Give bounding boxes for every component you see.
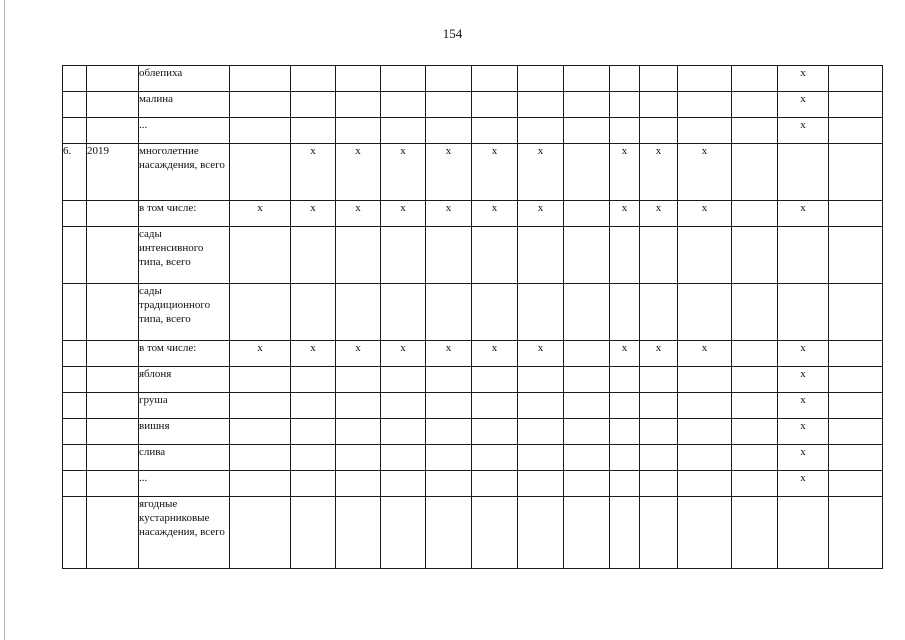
row-year-cell: [87, 201, 139, 227]
table-cell: [829, 144, 883, 201]
table-row: [63, 497, 883, 569]
table-cell: [564, 227, 610, 284]
table-cell: [640, 419, 678, 445]
table-cell: x: [291, 144, 336, 201]
table-cell: [610, 393, 640, 419]
row-number-cell: [63, 284, 87, 341]
table-cell: [518, 393, 564, 419]
table-cell: x: [778, 367, 829, 393]
row-name-cell: вишня: [139, 419, 230, 445]
table-cell: [732, 227, 778, 284]
table-cell: [230, 144, 291, 201]
table-row: [63, 341, 883, 367]
table-row: [63, 144, 883, 201]
table-cell: [381, 284, 426, 341]
table-cell: [640, 393, 678, 419]
table-cell: [472, 445, 518, 471]
table-row: [63, 227, 883, 284]
table-cell: [381, 92, 426, 118]
table-cell: [610, 284, 640, 341]
table-cell: [564, 471, 610, 497]
table-cell: [564, 393, 610, 419]
table-cell: x: [381, 201, 426, 227]
table-cell: [381, 118, 426, 144]
table-cell: [610, 66, 640, 92]
row-name-cell: многолетние насаждения, всего: [139, 144, 230, 201]
table-cell: [472, 393, 518, 419]
table-cell: [381, 393, 426, 419]
table-cell: [640, 118, 678, 144]
row-year-cell: [87, 393, 139, 419]
table-cell: [426, 367, 472, 393]
table-cell: [732, 118, 778, 144]
table-cell: x: [381, 144, 426, 201]
row-number-cell: [63, 227, 87, 284]
table-cell: [564, 92, 610, 118]
row-year-cell: [87, 118, 139, 144]
table-cell: x: [678, 144, 732, 201]
table-row: [63, 471, 883, 497]
table-cell: [336, 92, 381, 118]
table-cell: [518, 497, 564, 569]
row-name-cell: ягодные кустарниковые насаждения, всего: [139, 497, 230, 569]
table-cell: [829, 419, 883, 445]
row-name-cell: ...: [139, 118, 230, 144]
row-number-cell: [63, 92, 87, 118]
table-cell: [426, 445, 472, 471]
table-cell: [472, 66, 518, 92]
table-cell: [381, 497, 426, 569]
table-cell: [291, 227, 336, 284]
table-cell: x: [426, 341, 472, 367]
table-cell: x: [678, 341, 732, 367]
row-number-cell: [63, 118, 87, 144]
table-cell: [640, 284, 678, 341]
row-year-cell: [87, 471, 139, 497]
table-cell: x: [472, 144, 518, 201]
table-cell: x: [640, 341, 678, 367]
table-row: [63, 367, 883, 393]
table-cell: [336, 393, 381, 419]
row-number-cell: [63, 445, 87, 471]
table-cell: [610, 92, 640, 118]
row-year-cell: [87, 66, 139, 92]
table-cell: [678, 445, 732, 471]
row-number-cell: [63, 66, 87, 92]
table-cell: [640, 92, 678, 118]
table-cell: [230, 497, 291, 569]
table-cell: [732, 66, 778, 92]
table-cell: [381, 445, 426, 471]
table-cell: [426, 471, 472, 497]
table-cell: [291, 92, 336, 118]
table-cell: [829, 393, 883, 419]
table-row: [63, 66, 883, 92]
table-cell: [778, 284, 829, 341]
table-cell: [426, 284, 472, 341]
row-year-cell: [87, 445, 139, 471]
table-cell: x: [426, 144, 472, 201]
table-cell: [564, 341, 610, 367]
table-cell: [381, 471, 426, 497]
table-cell: [472, 284, 518, 341]
table-cell: x: [778, 445, 829, 471]
row-name-cell: сады интенсивного типа, всего: [139, 227, 230, 284]
table-cell: x: [778, 118, 829, 144]
table-cell: [640, 367, 678, 393]
row-name-cell: облепиха: [139, 66, 230, 92]
table-cell: [381, 419, 426, 445]
table-cell: [732, 419, 778, 445]
table-cell: [230, 92, 291, 118]
table-cell: [518, 118, 564, 144]
table-cell: [564, 497, 610, 569]
row-year-cell: [87, 284, 139, 341]
table-cell: [564, 66, 610, 92]
table-cell: [610, 497, 640, 569]
table-cell: x: [381, 341, 426, 367]
table-cell: x: [472, 201, 518, 227]
row-year-cell: [87, 92, 139, 118]
table-cell: [472, 367, 518, 393]
row-name-cell: сады традиционного типа, всего: [139, 284, 230, 341]
table-cell: [336, 66, 381, 92]
table-cell: [230, 445, 291, 471]
table-cell: [518, 284, 564, 341]
table-cell: [291, 445, 336, 471]
row-year-cell: [87, 227, 139, 284]
table-cell: [426, 393, 472, 419]
table-cell: [381, 227, 426, 284]
table-cell: [518, 66, 564, 92]
table-cell: [829, 497, 883, 569]
row-name-cell: малина: [139, 92, 230, 118]
table-cell: [732, 367, 778, 393]
table-cell: [230, 284, 291, 341]
table-cell: [564, 445, 610, 471]
row-number-cell: [63, 419, 87, 445]
table-cell: [291, 284, 336, 341]
table-cell: [230, 118, 291, 144]
table-cell: [778, 227, 829, 284]
table-cell: [732, 201, 778, 227]
table-cell: x: [778, 393, 829, 419]
table-cell: [640, 445, 678, 471]
table-cell: [564, 201, 610, 227]
table-cell: [678, 284, 732, 341]
table-cell: [678, 92, 732, 118]
table-cell: [640, 497, 678, 569]
table-cell: x: [778, 471, 829, 497]
table-cell: x: [518, 201, 564, 227]
table-cell: [678, 471, 732, 497]
table-cell: [640, 471, 678, 497]
table-cell: [230, 419, 291, 445]
table-cell: [426, 92, 472, 118]
table-cell: [610, 227, 640, 284]
table-cell: x: [291, 201, 336, 227]
table-cell: [678, 393, 732, 419]
table-cell: x: [778, 201, 829, 227]
table-cell: x: [778, 66, 829, 92]
row-number-cell: 6.: [63, 144, 87, 201]
row-number-cell: [63, 471, 87, 497]
table-cell: [336, 284, 381, 341]
row-name-cell: слива: [139, 445, 230, 471]
table-cell: [732, 284, 778, 341]
table-cell: x: [678, 201, 732, 227]
table-cell: [291, 471, 336, 497]
table-cell: [678, 66, 732, 92]
table-cell: [472, 419, 518, 445]
table-cell: [291, 419, 336, 445]
table-cell: [426, 497, 472, 569]
table-cell: [426, 419, 472, 445]
table-cell: x: [336, 144, 381, 201]
table-row: [63, 92, 883, 118]
table-cell: [829, 227, 883, 284]
row-name-cell: яблоня: [139, 367, 230, 393]
table-cell: x: [291, 341, 336, 367]
table-cell: x: [230, 341, 291, 367]
table-row: [63, 118, 883, 144]
table-cell: [829, 284, 883, 341]
table-cell: [564, 144, 610, 201]
row-year-cell: [87, 497, 139, 569]
table-row: [63, 201, 883, 227]
table-cell: [678, 419, 732, 445]
row-number-cell: [63, 367, 87, 393]
table-cell: [472, 497, 518, 569]
table-cell: [381, 66, 426, 92]
table-cell: x: [778, 419, 829, 445]
table-cell: [230, 367, 291, 393]
table-cell: [336, 227, 381, 284]
table-cell: [472, 118, 518, 144]
table-cell: [472, 471, 518, 497]
table-cell: [426, 118, 472, 144]
table-cell: x: [778, 92, 829, 118]
table-cell: [640, 227, 678, 284]
table-cell: [829, 201, 883, 227]
table-cell: [426, 66, 472, 92]
table-cell: [732, 144, 778, 201]
table-cell: [610, 367, 640, 393]
row-year-cell: [87, 341, 139, 367]
data-table: [62, 65, 883, 569]
table-cell: x: [610, 201, 640, 227]
table-cell: x: [518, 144, 564, 201]
row-number-cell: [63, 393, 87, 419]
row-number-cell: [63, 497, 87, 569]
table-cell: [472, 227, 518, 284]
table-cell: [732, 445, 778, 471]
table-cell: [291, 118, 336, 144]
table-cell: [829, 66, 883, 92]
row-year-cell: [87, 419, 139, 445]
table-cell: [230, 66, 291, 92]
table-cell: [336, 471, 381, 497]
row-name-cell: груша: [139, 393, 230, 419]
table-cell: [678, 367, 732, 393]
table-cell: [518, 367, 564, 393]
row-year-cell: 2019: [87, 144, 139, 201]
table-cell: x: [640, 144, 678, 201]
table-cell: [829, 118, 883, 144]
row-number-cell: [63, 341, 87, 367]
table-row: [63, 393, 883, 419]
table-cell: [291, 367, 336, 393]
table-cell: [829, 367, 883, 393]
table-cell: [336, 497, 381, 569]
table-cell: x: [472, 341, 518, 367]
table-cell: [518, 445, 564, 471]
table-cell: [678, 497, 732, 569]
table-cell: [564, 419, 610, 445]
table-cell: [564, 284, 610, 341]
table-cell: [732, 341, 778, 367]
table-cell: [291, 497, 336, 569]
table-cell: [230, 393, 291, 419]
table-cell: [472, 92, 518, 118]
table-cell: [778, 144, 829, 201]
table-cell: [291, 393, 336, 419]
table-cell: [829, 471, 883, 497]
table-cell: x: [610, 144, 640, 201]
table-cell: [518, 227, 564, 284]
table-cell: [336, 118, 381, 144]
table-cell: [291, 66, 336, 92]
table-row: [63, 284, 883, 341]
table-cell: x: [610, 341, 640, 367]
table-cell: [610, 471, 640, 497]
table-cell: [678, 118, 732, 144]
table-cell: [426, 227, 472, 284]
table-cell: [230, 471, 291, 497]
table-row: [63, 419, 883, 445]
table-cell: [336, 445, 381, 471]
table-cell: [381, 367, 426, 393]
table-cell: [640, 66, 678, 92]
table-cell: [732, 497, 778, 569]
table-cell: [829, 445, 883, 471]
row-number-cell: [63, 201, 87, 227]
table-cell: [564, 118, 610, 144]
table-cell: [732, 471, 778, 497]
table-cell: x: [640, 201, 678, 227]
page-edge-line: [4, 0, 5, 640]
table-cell: x: [518, 341, 564, 367]
table-cell: [564, 367, 610, 393]
row-name-cell: в том числе:: [139, 341, 230, 367]
table-cell: [678, 227, 732, 284]
table-cell: [336, 419, 381, 445]
table-cell: [336, 367, 381, 393]
table-cell: x: [336, 341, 381, 367]
table-cell: [732, 393, 778, 419]
table-cell: [778, 497, 829, 569]
table-cell: [518, 419, 564, 445]
table-cell: [518, 92, 564, 118]
table-row: [63, 445, 883, 471]
table-cell: x: [778, 341, 829, 367]
table-cell: [518, 471, 564, 497]
row-name-cell: в том числе:: [139, 201, 230, 227]
table-cell: x: [230, 201, 291, 227]
table-cell: x: [336, 201, 381, 227]
table-cell: [230, 227, 291, 284]
table-cell: [610, 419, 640, 445]
row-name-cell: ...: [139, 471, 230, 497]
table-cell: [610, 118, 640, 144]
table-cell: x: [426, 201, 472, 227]
table-cell: [610, 445, 640, 471]
table-cell: [829, 92, 883, 118]
page-number: 154: [442, 26, 463, 41]
row-year-cell: [87, 367, 139, 393]
table-cell: [732, 92, 778, 118]
table-cell: [829, 341, 883, 367]
